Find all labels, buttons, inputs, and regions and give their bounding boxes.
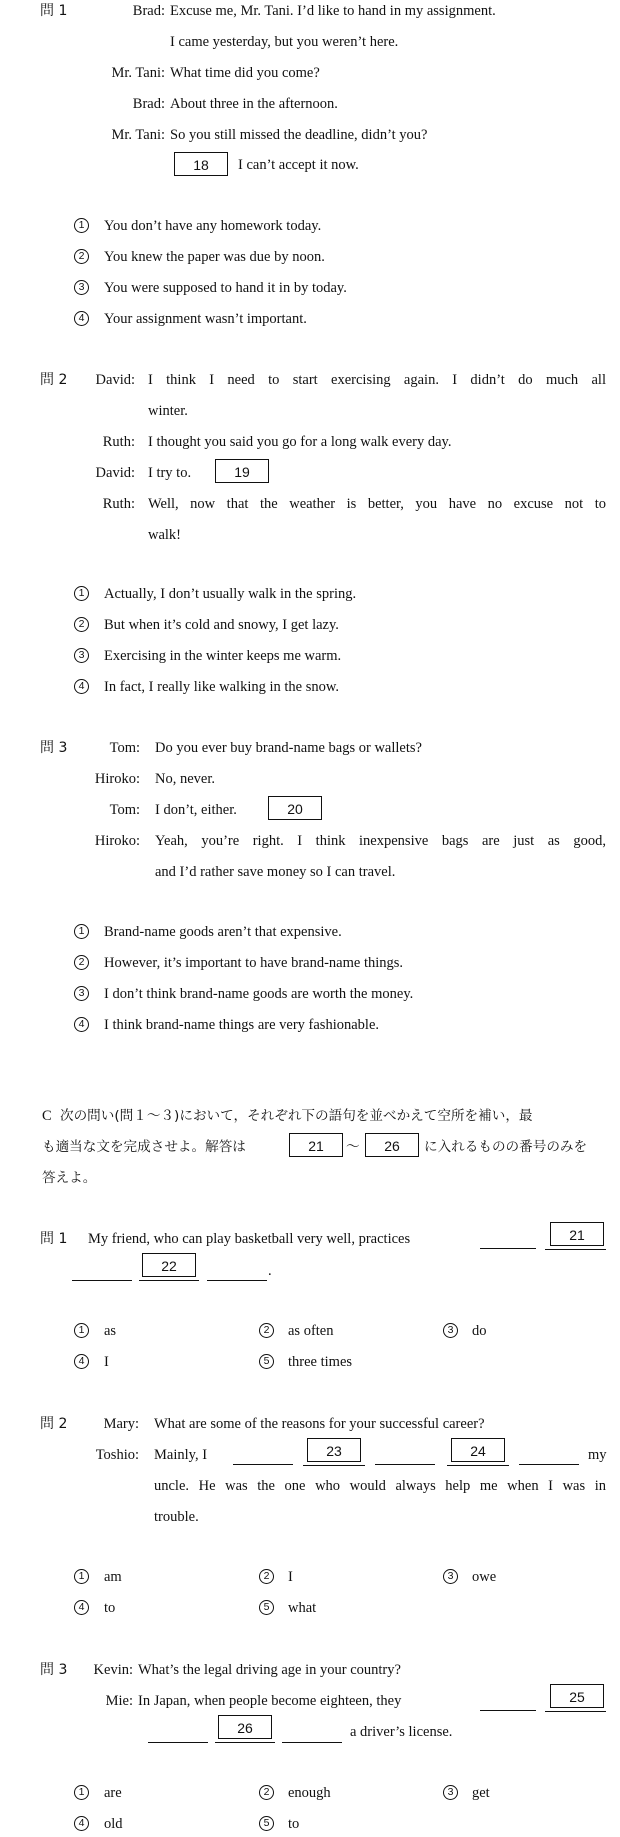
- option-text[interactable]: I think brand-name things are very fashionable.: [104, 1017, 380, 1033]
- answer-blank[interactable]: [480, 1248, 536, 1249]
- answer-blank[interactable]: [215, 1742, 275, 1743]
- dialogue-line: Mainly, I: [154, 1447, 208, 1463]
- option-number: 1: [74, 1785, 89, 1800]
- answer-box-25[interactable]: 25: [550, 1684, 604, 1708]
- option-number: 2: [259, 1323, 274, 1338]
- answer-box-21: 21: [289, 1133, 343, 1157]
- answer-blank[interactable]: [233, 1464, 293, 1465]
- option-number: 3: [74, 986, 89, 1001]
- answer-box-19[interactable]: 19: [215, 459, 269, 483]
- option-text[interactable]: You were supposed to hand it in by today.: [104, 280, 347, 296]
- answer-box-20[interactable]: 20: [268, 796, 322, 820]
- answer-blank[interactable]: [375, 1464, 435, 1465]
- answer-blank[interactable]: [480, 1710, 536, 1711]
- option-text[interactable]: You knew the paper was due by noon.: [104, 249, 325, 265]
- option-number: 1: [74, 586, 89, 601]
- option-number: 2: [74, 617, 89, 632]
- dialogue-line: a driver’s license.: [350, 1724, 453, 1740]
- speaker: Hiroko:: [94, 833, 140, 849]
- option-text[interactable]: However, it’s important to have brand-name things.: [104, 955, 404, 971]
- answer-box-26[interactable]: 26: [218, 1715, 272, 1739]
- dialogue-line: About three in the afternoon.: [170, 96, 338, 112]
- answer-blank[interactable]: [447, 1465, 509, 1466]
- option-text[interactable]: I: [104, 1354, 109, 1370]
- option-number: 4: [74, 1017, 89, 1032]
- question-label: 問 1: [40, 3, 68, 19]
- speaker: Mr. Tani:: [111, 127, 165, 143]
- question-label: 問 2: [40, 1416, 68, 1432]
- option-number: 2: [259, 1785, 274, 1800]
- dialogue-line: Well, now that the weather is better, you have no excuse not to: [148, 496, 606, 512]
- instruction-line: ～: [346, 1139, 360, 1155]
- option-number: 1: [74, 1569, 89, 1584]
- option-number: 3: [443, 1569, 458, 1584]
- answer-box-24[interactable]: 24: [451, 1438, 505, 1462]
- option-text[interactable]: do: [472, 1323, 487, 1339]
- speaker: Brad:: [132, 3, 165, 19]
- speaker: David:: [95, 372, 135, 388]
- answer-box-23[interactable]: 23: [307, 1438, 361, 1462]
- option-text[interactable]: three times: [288, 1354, 353, 1370]
- option-text[interactable]: old: [104, 1816, 123, 1832]
- dialogue-line: What’s the legal driving age in your country?: [138, 1662, 401, 1678]
- question-text: My friend, who can play basketball very well, practices: [88, 1231, 411, 1247]
- answer-box-26: 26: [365, 1133, 419, 1157]
- speaker: Tom:: [109, 802, 140, 818]
- option-number: 4: [74, 1354, 89, 1369]
- dialogue-line: No, never.: [155, 771, 215, 787]
- speaker: Mary:: [103, 1416, 139, 1432]
- instruction-line: も適当な文を完成させよ。解答は: [42, 1139, 246, 1155]
- option-number: 4: [74, 1816, 89, 1831]
- answer-blank[interactable]: [282, 1742, 342, 1743]
- dialogue-line: I thought you said you go for a long walk every day.: [148, 434, 452, 450]
- option-text[interactable]: as often: [288, 1323, 334, 1339]
- dialogue-line: trouble.: [154, 1509, 199, 1525]
- instruction-line: に入れるものの番号のみを: [424, 1139, 588, 1155]
- option-text[interactable]: enough: [288, 1785, 331, 1801]
- section-letter: C: [42, 1108, 52, 1124]
- option-text[interactable]: are: [104, 1785, 122, 1801]
- option-number: 5: [259, 1354, 274, 1369]
- speaker: Kevin:: [93, 1662, 133, 1678]
- option-number: 5: [259, 1600, 274, 1615]
- option-text[interactable]: Your assignment wasn’t important.: [104, 311, 307, 327]
- answer-blank[interactable]: [148, 1742, 208, 1743]
- answer-blank[interactable]: [519, 1464, 579, 1465]
- option-text[interactable]: to: [104, 1600, 116, 1616]
- answer-blank[interactable]: [207, 1280, 267, 1281]
- speaker: Brad:: [132, 96, 165, 112]
- question-label: 問 3: [40, 740, 68, 756]
- option-text[interactable]: am: [104, 1569, 122, 1585]
- answer-blank[interactable]: [545, 1711, 606, 1712]
- speaker: David:: [95, 465, 135, 481]
- option-text[interactable]: owe: [472, 1569, 497, 1585]
- option-text[interactable]: Exercising in the winter keeps me warm.: [104, 648, 342, 664]
- answer-box-22[interactable]: 22: [142, 1253, 196, 1277]
- question-label: 問 1: [40, 1231, 68, 1247]
- dialogue-line: I think I need to start exercising again. I didn’t do much all: [148, 372, 606, 388]
- option-number: 3: [443, 1785, 458, 1800]
- speaker: Mie:: [105, 1693, 133, 1709]
- dialogue-line: I try to.: [148, 465, 192, 481]
- option-text[interactable]: I: [288, 1569, 293, 1585]
- question-label: 問 3: [40, 1662, 68, 1678]
- answer-box-21[interactable]: 21: [550, 1222, 604, 1246]
- option-text[interactable]: Brand-name goods aren’t that expensive.: [104, 924, 342, 940]
- question-label: 問 2: [40, 372, 68, 388]
- option-text[interactable]: get: [472, 1785, 490, 1801]
- dialogue-line: walk!: [148, 527, 182, 543]
- answer-blank[interactable]: [303, 1465, 365, 1466]
- speaker: Hiroko:: [94, 771, 140, 787]
- answer-blank[interactable]: [139, 1280, 199, 1281]
- dialogue-line: Yeah, you’re right. I think inexpensive bags are just as good,: [155, 833, 606, 849]
- option-text[interactable]: I don’t think brand-name goods are worth the money.: [104, 986, 414, 1002]
- option-number: 1: [74, 924, 89, 939]
- option-number: 3: [74, 648, 89, 663]
- answer-box-18[interactable]: 18: [174, 152, 228, 176]
- option-number: 1: [74, 1323, 89, 1338]
- instruction-line: 答えよ。: [42, 1170, 97, 1186]
- instruction-line: 次の問い(問１～３)において，それぞれ下の語句を並べかえて空所を補い，最: [60, 1108, 533, 1124]
- speaker: Ruth:: [102, 496, 135, 512]
- option-number: 3: [443, 1323, 458, 1338]
- dialogue-line: I don’t, either.: [155, 802, 237, 818]
- dialogue-line: What are some of the reasons for your successful career?: [154, 1416, 485, 1432]
- option-text[interactable]: In fact, I really like walking in the snow.: [104, 679, 340, 695]
- dialogue-line: What time did you come?: [170, 65, 320, 81]
- dialogue-line: I came yesterday, but you weren’t here.: [170, 34, 399, 50]
- sentence-end: .: [268, 1263, 272, 1279]
- speaker: Mr. Tani:: [111, 65, 165, 81]
- option-number: 1: [74, 218, 89, 233]
- option-number: 2: [259, 1569, 274, 1584]
- option-number: 5: [259, 1816, 274, 1831]
- speaker: Ruth:: [102, 434, 135, 450]
- option-number: 4: [74, 1600, 89, 1615]
- answer-blank[interactable]: [72, 1280, 132, 1281]
- option-number: 2: [74, 249, 89, 264]
- option-text[interactable]: But when it’s cold and snowy, I get lazy.: [104, 617, 339, 633]
- dialogue-line: Do you ever buy brand-name bags or wallets?: [155, 740, 422, 756]
- option-text[interactable]: You don’t have any homework today.: [104, 218, 322, 234]
- dialogue-line: and I’d rather save money so I can travel.: [155, 864, 396, 880]
- option-text[interactable]: Actually, I don’t usually walk in the spring.: [104, 586, 357, 602]
- option-text[interactable]: as: [104, 1323, 117, 1339]
- speaker: Tom:: [109, 740, 140, 756]
- dialogue-line: Excuse me, Mr. Tani. I’d like to hand in my assignment.: [170, 3, 496, 19]
- dialogue-line: In Japan, when people become eighteen, they: [138, 1693, 402, 1709]
- option-number: 4: [74, 311, 89, 326]
- dialogue-line: So you still missed the deadline, didn’t you?: [170, 127, 428, 143]
- speaker: Toshio:: [95, 1447, 139, 1463]
- dialogue-line: uncle. He was the one who would always help me when I was in: [154, 1478, 606, 1494]
- answer-blank[interactable]: [545, 1249, 606, 1250]
- option-text[interactable]: to: [288, 1816, 300, 1832]
- dialogue-line: my: [588, 1447, 607, 1463]
- option-number: 3: [74, 280, 89, 295]
- dialogue-line: I can’t accept it now.: [238, 157, 359, 173]
- dialogue-line: winter.: [148, 403, 188, 419]
- option-number: 4: [74, 679, 89, 694]
- option-text[interactable]: what: [288, 1600, 317, 1616]
- option-number: 2: [74, 955, 89, 970]
